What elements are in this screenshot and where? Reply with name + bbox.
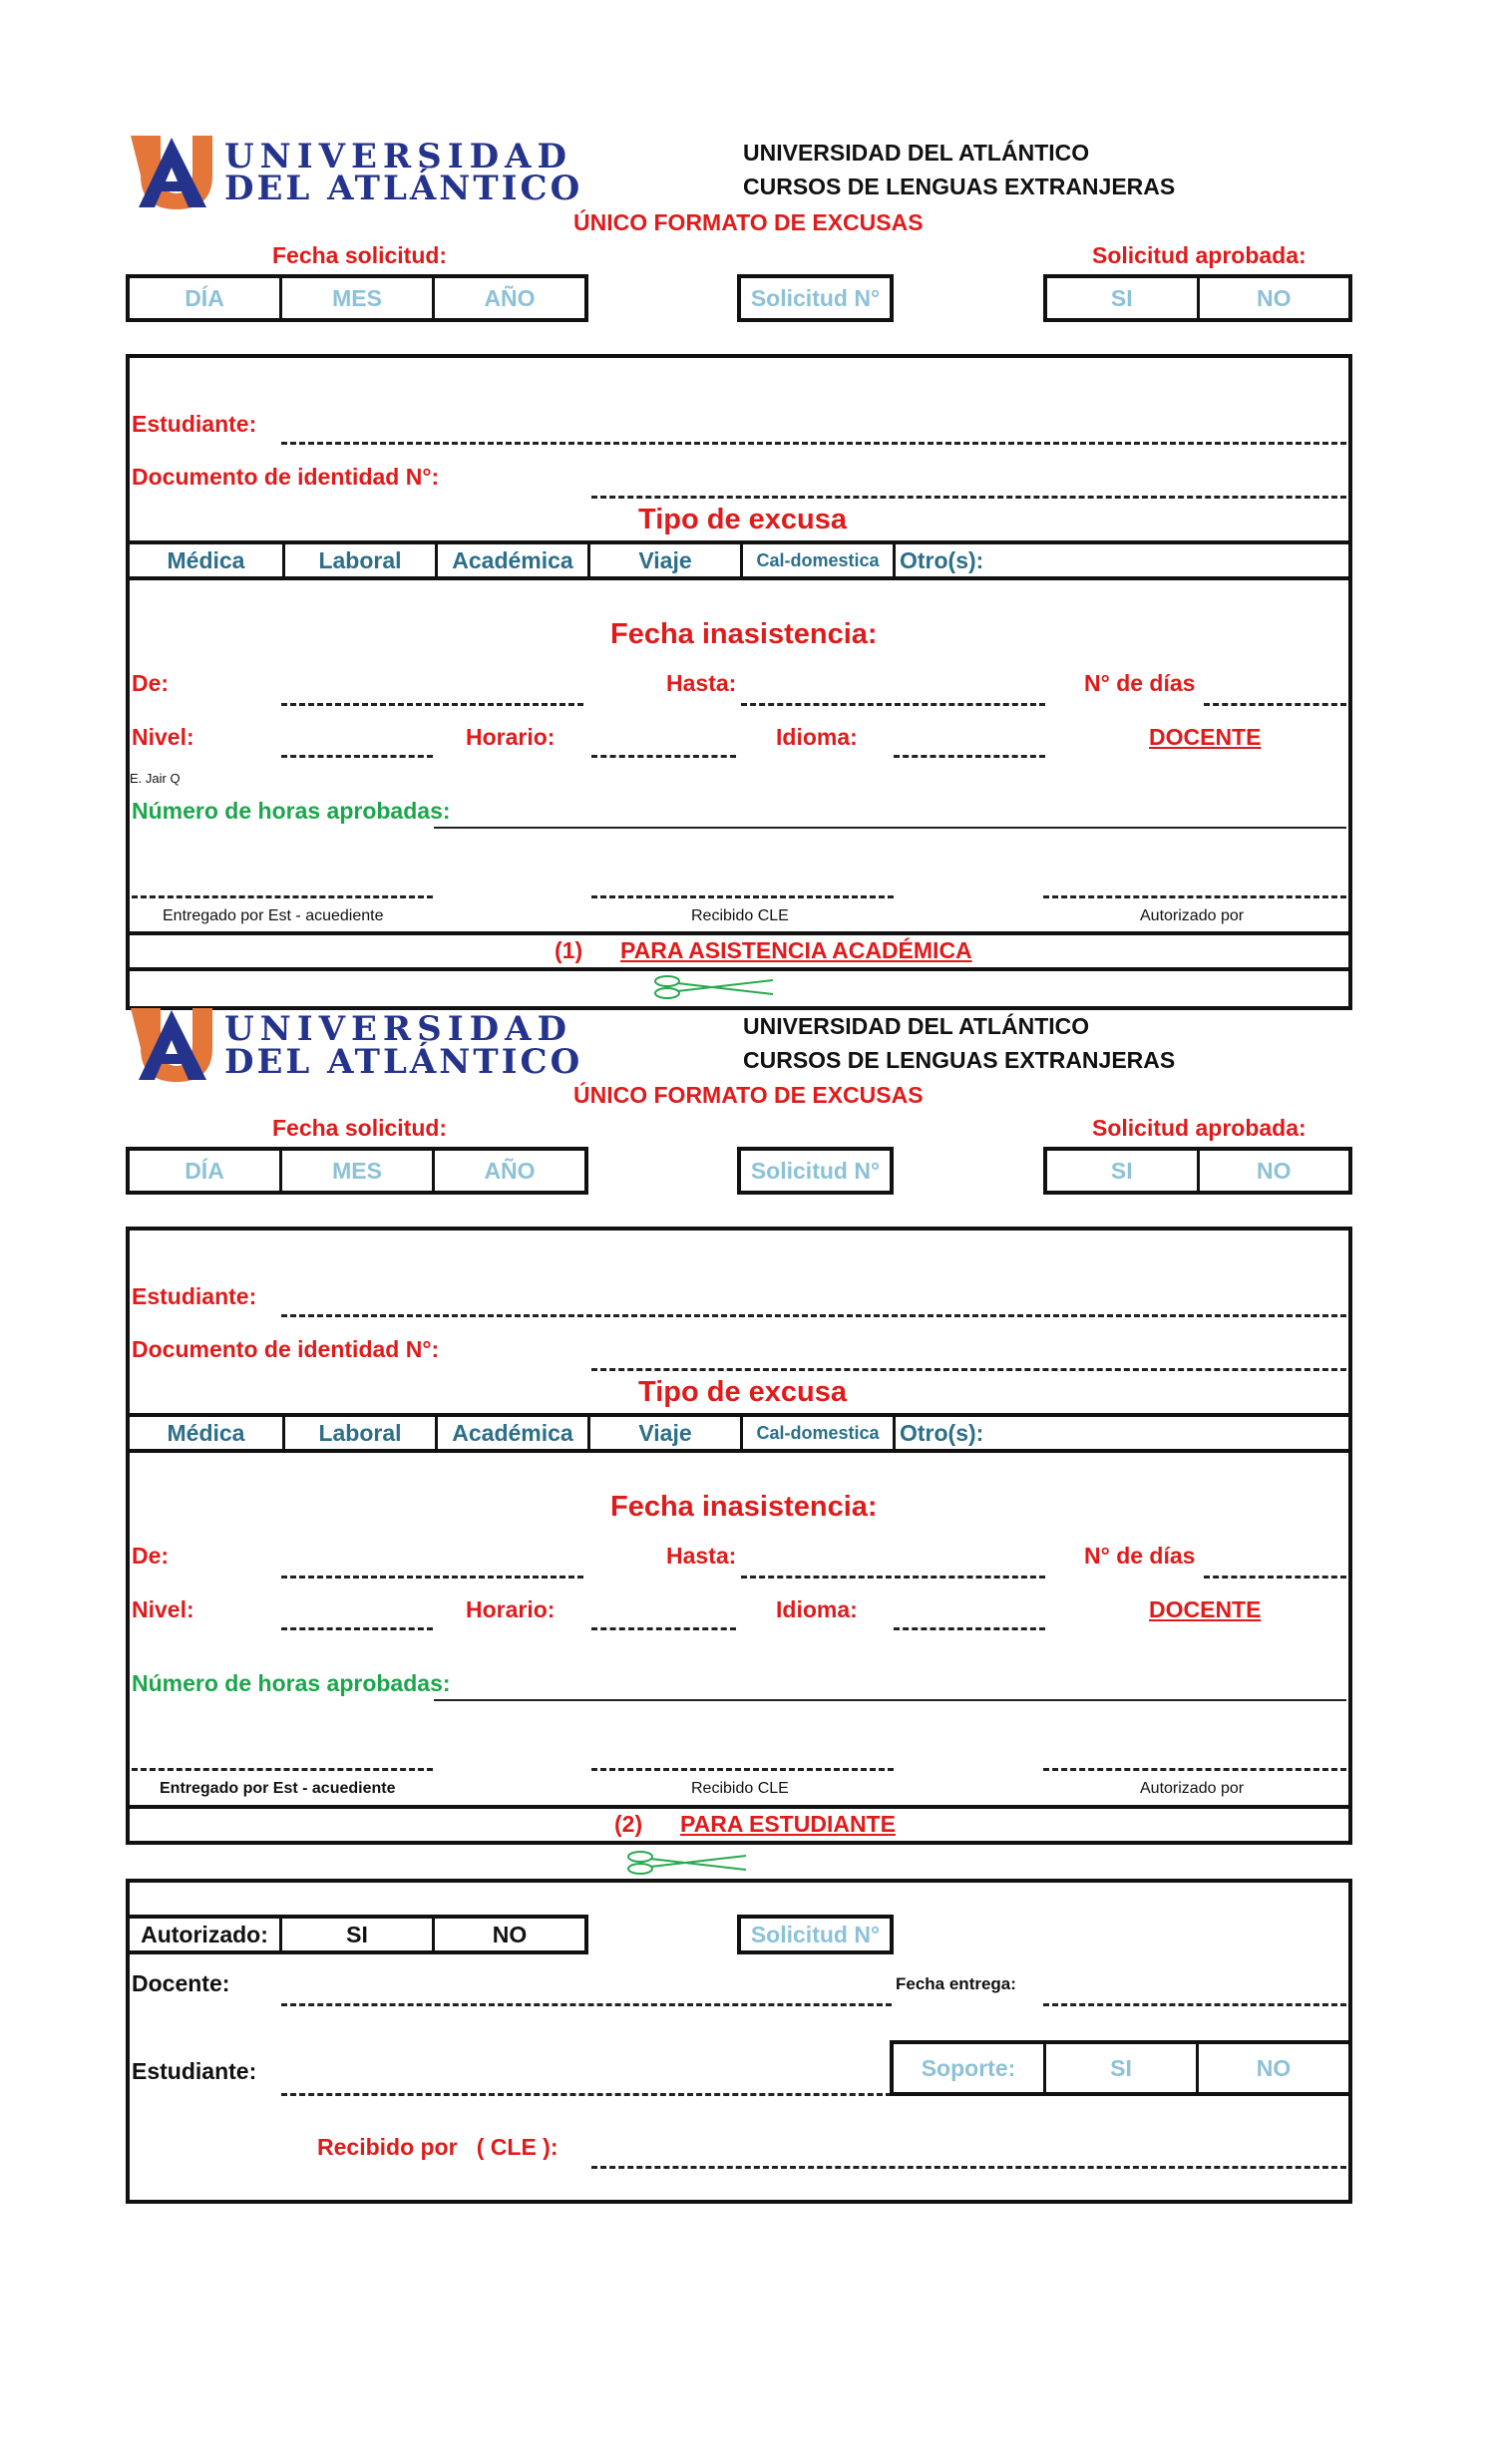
stub-solicitud-number-field[interactable]: Solicitud N°	[737, 1915, 894, 1954]
institution-name: UNIVERSIDAD DEL ATLÁNTICO	[743, 140, 1090, 166]
solicitud-aprobada-fields	[1043, 1147, 1352, 1195]
horario-input-line[interactable]	[591, 755, 736, 758]
excuse-form-box	[126, 1227, 1352, 1845]
soporte-label: Soporte:	[921, 2054, 1016, 2081]
fecha-solicitud-label: Fecha solicitud:	[272, 1115, 448, 1141]
tipo-viaje[interactable]: Viaje	[587, 1417, 740, 1449]
anio-field[interactable]: AÑO	[432, 278, 584, 318]
autorizado-fields	[126, 1915, 588, 1954]
form-title: ÚNICO FORMATO DE EXCUSAS	[573, 1082, 924, 1108]
copy-1-divider	[126, 931, 1352, 935]
copy-1-number: (1)	[555, 937, 583, 963]
documento-label: Documento de identidad N°:	[132, 1336, 440, 1362]
fecha-entrega-label: Fecha entrega:	[896, 1974, 1016, 1993]
fecha-solicitud-fields	[126, 274, 588, 322]
stub-docente-label: Docente:	[132, 1970, 230, 1996]
de-label: De:	[132, 670, 170, 696]
num-dias-label: N° de días	[1084, 670, 1196, 696]
solicitud-number-field[interactable]: Solicitud N°	[737, 274, 894, 322]
hasta-input-line[interactable]	[741, 703, 1045, 706]
num-dias-input-line[interactable]	[1204, 703, 1346, 706]
aprobada-no-option[interactable]: NO	[1197, 1151, 1349, 1191]
fecha-inasistencia-title: Fecha inasistencia:	[610, 1491, 878, 1523]
de-input-line[interactable]	[281, 1576, 583, 1579]
tipo-otros[interactable]: Otro(s):	[893, 544, 1348, 576]
estudiante-input-line[interactable]	[281, 1314, 1346, 1317]
stub-estudiante-input-line[interactable]	[281, 2093, 892, 2096]
horario-label: Horario:	[466, 1596, 556, 1622]
horas-aprobadas-input-line[interactable]	[434, 827, 1346, 829]
num-dias-label: N° de días	[1084, 1543, 1196, 1569]
solicitud-number-field[interactable]: Solicitud N°	[737, 1147, 894, 1195]
tipo-medica[interactable]: Médica	[167, 546, 245, 573]
fecha-entrega-input-line[interactable]	[1043, 2003, 1346, 2006]
tipo-otros[interactable]: Otro(s):	[893, 1417, 1348, 1449]
horas-aprobadas-label: Número de horas aprobadas:	[132, 1670, 451, 1696]
fecha-inasistencia-title: Fecha inasistencia:	[610, 618, 878, 650]
nivel-label: Nivel:	[132, 724, 194, 750]
copy-2-number: (2)	[614, 1811, 643, 1837]
autorizado-por-caption: Autorizado por	[1140, 907, 1245, 924]
entregado-signature-line[interactable]	[132, 895, 433, 898]
aprobada-si-option[interactable]: SI	[1110, 1157, 1133, 1184]
tipo-cal-domestica[interactable]: Cal-domestica	[740, 1417, 893, 1449]
dia-field[interactable]: DÍA	[185, 284, 224, 311]
form-title: ÚNICO FORMATO DE EXCUSAS	[573, 209, 924, 235]
logo-line-1: UNIVERSIDAD	[224, 137, 572, 176]
anio-field[interactable]: AÑO	[432, 1151, 584, 1191]
department-name: CURSOS DE LENGUAS EXTRANJERAS	[743, 174, 1176, 199]
recibido-cle-caption: Recibido CLE	[691, 907, 789, 924]
tipo-laboral[interactable]: Laboral	[282, 1417, 435, 1449]
idioma-input-line[interactable]	[894, 1627, 1045, 1630]
university-logo-icon	[127, 132, 216, 211]
hasta-input-line[interactable]	[741, 1576, 1045, 1579]
horario-label: Horario:	[466, 724, 556, 750]
institution-name: UNIVERSIDAD DEL ATLÁNTICO	[743, 1013, 1090, 1039]
recibido-cle-caption: Recibido CLE	[691, 1780, 789, 1797]
soporte-si-option[interactable]: SI	[1043, 2044, 1196, 2092]
copy-2-destination: PARA ESTUDIANTE	[680, 1811, 896, 1837]
num-dias-input-line[interactable]	[1204, 1576, 1346, 1579]
tipo-cal-domestica[interactable]: Cal-domestica	[740, 544, 893, 576]
autorizado-si-option[interactable]: SI	[279, 1919, 432, 1950]
entregado-por-caption: Entregado por Est - acuediente	[160, 1780, 396, 1797]
tipo-medica[interactable]: Médica	[167, 1419, 245, 1446]
university-logo-icon	[127, 1004, 216, 1084]
aprobada-no-option[interactable]: NO	[1197, 278, 1349, 318]
recibido-por-input-line[interactable]	[591, 2166, 1346, 2169]
hasta-label: Hasta:	[666, 1543, 737, 1569]
fecha-solicitud-label: Fecha solicitud:	[272, 242, 448, 268]
logo-line-1: UNIVERSIDAD	[224, 1009, 572, 1049]
docente-label: DOCENTE	[1149, 724, 1262, 750]
tipo-excusa-options	[126, 540, 1352, 580]
docente-label: DOCENTE	[1149, 1596, 1262, 1622]
logo-line-2: DEL ATLÁNTICO	[224, 1042, 583, 1082]
tipo-academica[interactable]: Académica	[435, 544, 587, 576]
soporte-no-option[interactable]: NO	[1196, 2044, 1348, 2092]
autorizado-signature-line[interactable]	[1043, 1768, 1346, 1771]
department-name: CURSOS DE LENGUAS EXTRANJERAS	[743, 1047, 1176, 1073]
autorizado-por-caption: Autorizado por	[1140, 1780, 1245, 1797]
scissors-icon	[653, 974, 778, 1000]
estudiante-label: Estudiante:	[132, 411, 257, 437]
documento-input-line[interactable]	[591, 496, 1346, 499]
de-input-line[interactable]	[281, 703, 583, 706]
horas-aprobadas-label: Número de horas aprobadas:	[132, 798, 451, 824]
idioma-label: Idioma:	[776, 1596, 858, 1622]
recibido-signature-line[interactable]	[591, 1768, 894, 1771]
fecha-solicitud-fields	[126, 1147, 588, 1195]
entregado-signature-line[interactable]	[132, 1768, 433, 1771]
copy-2-divider	[126, 1805, 1352, 1809]
entregado-por-caption: Entregado por Est - acuediente	[163, 907, 384, 924]
author-note: E. Jair Q	[130, 771, 181, 786]
estudiante-input-line[interactable]	[281, 442, 1346, 445]
soporte-fields	[890, 2040, 1352, 2096]
hasta-label: Hasta:	[666, 670, 737, 696]
solicitud-aprobada-fields	[1043, 274, 1352, 322]
nivel-input-line[interactable]	[281, 755, 433, 758]
copy-1-divider-2	[126, 967, 1352, 971]
mes-field[interactable]: MES	[279, 278, 432, 318]
nivel-input-line[interactable]	[281, 1627, 433, 1630]
copy-1-destination: PARA ASISTENCIA ACADÉMICA	[620, 937, 972, 963]
mes-field[interactable]: MES	[279, 1151, 432, 1191]
documento-label: Documento de identidad N°:	[132, 464, 440, 490]
tipo-excusa-title: Tipo de excusa	[638, 504, 847, 535]
dia-field[interactable]: DÍA	[185, 1157, 224, 1184]
horas-aprobadas-input-line[interactable]	[434, 1699, 1346, 1701]
tipo-academica[interactable]: Académica	[435, 1417, 587, 1449]
nivel-label: Nivel:	[132, 1596, 194, 1622]
tipo-excusa-options	[126, 1413, 1352, 1453]
tipo-laboral[interactable]: Laboral	[282, 544, 435, 576]
horario-input-line[interactable]	[591, 1627, 736, 1630]
idioma-input-line[interactable]	[894, 755, 1045, 758]
autorizado-no-option[interactable]: NO	[432, 1919, 584, 1950]
documento-input-line[interactable]	[591, 1368, 1346, 1371]
solicitud-aprobada-label: Solicitud aprobada:	[1092, 242, 1307, 268]
recibido-por-cle-label: Recibido por ( CLE ):	[317, 2134, 559, 2160]
aprobada-si-option[interactable]: SI	[1110, 284, 1133, 311]
stub-estudiante-label: Estudiante:	[132, 2058, 257, 2084]
tipo-viaje[interactable]: Viaje	[587, 544, 740, 576]
estudiante-label: Estudiante:	[132, 1283, 257, 1309]
de-label: De:	[132, 1543, 170, 1569]
autorizado-signature-line[interactable]	[1043, 895, 1346, 898]
idioma-label: Idioma:	[776, 724, 858, 750]
scissors-icon	[626, 1850, 751, 1876]
stub-docente-input-line[interactable]	[281, 2003, 892, 2006]
logo-line-2: DEL ATLÁNTICO	[224, 169, 583, 208]
recibido-signature-line[interactable]	[591, 895, 894, 898]
solicitud-aprobada-label: Solicitud aprobada:	[1092, 1115, 1307, 1141]
autorizado-label: Autorizado:	[141, 1921, 268, 1947]
tipo-excusa-title: Tipo de excusa	[638, 1376, 847, 1408]
